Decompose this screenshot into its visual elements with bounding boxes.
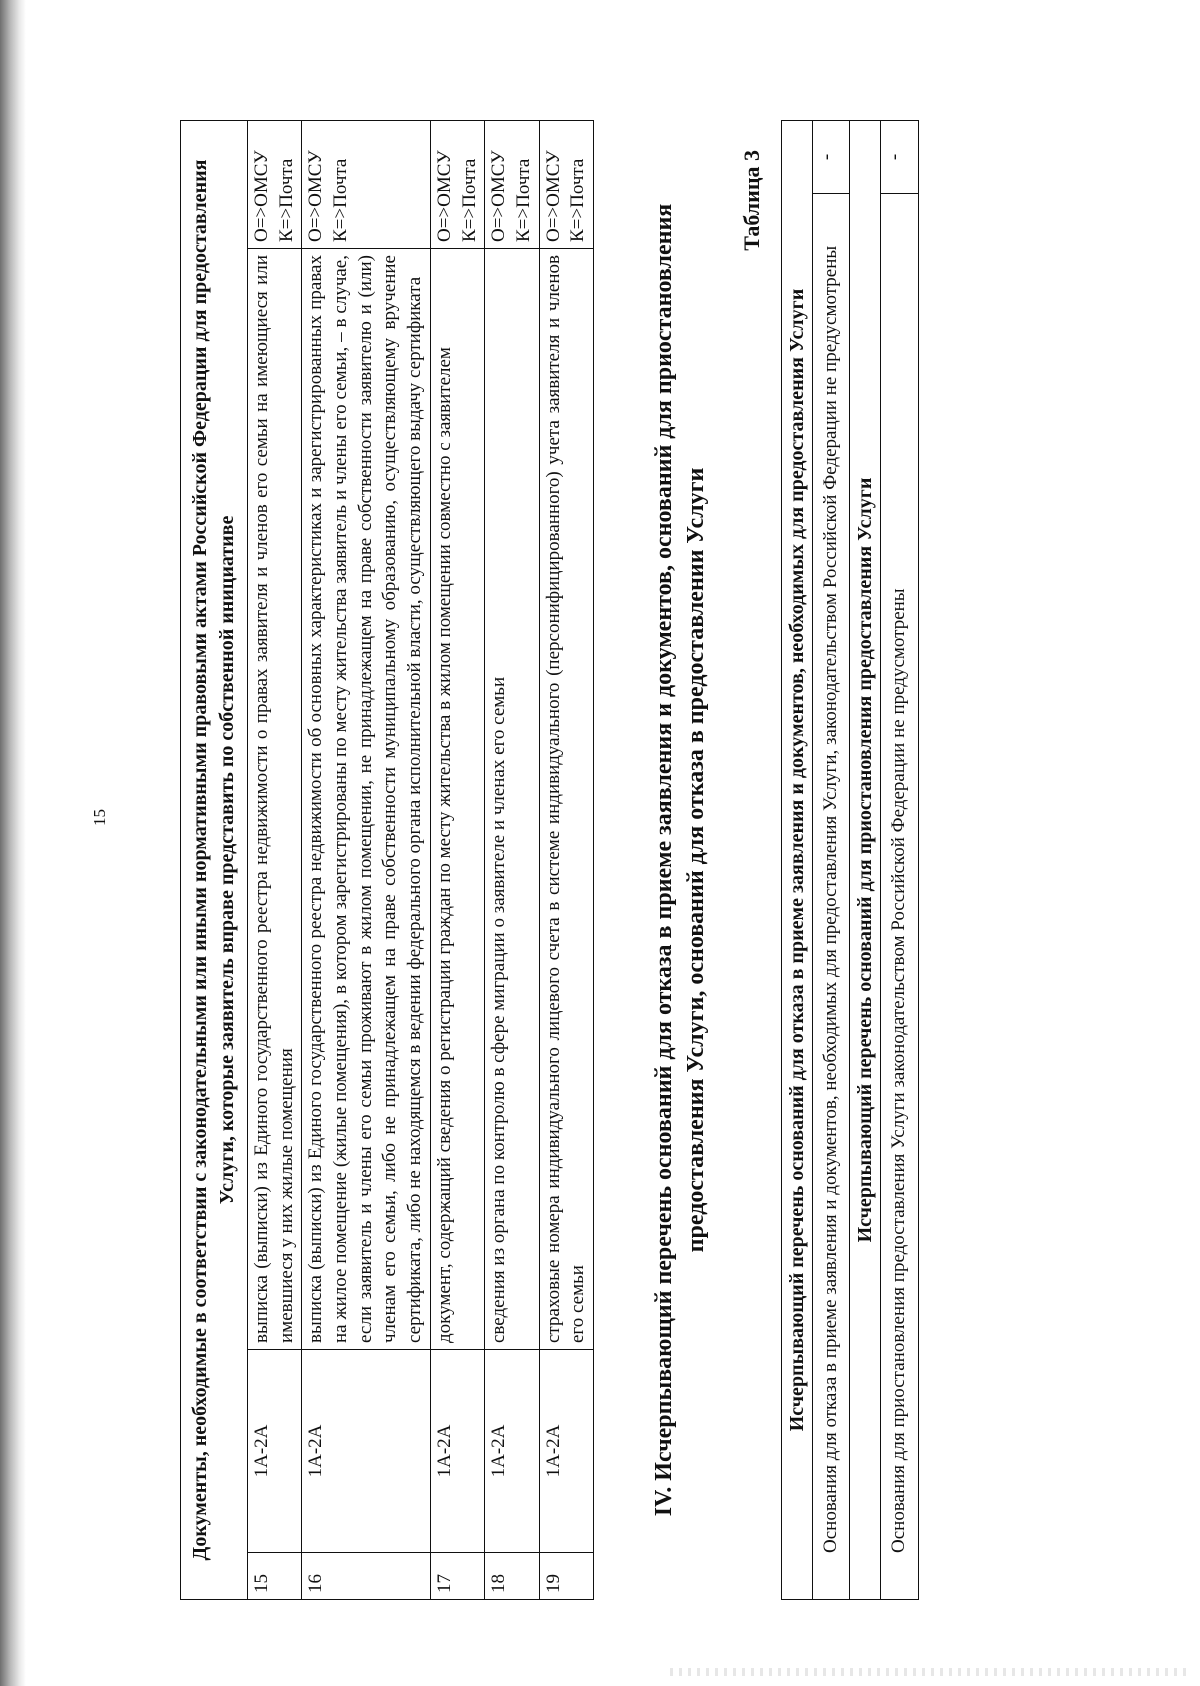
grounds-row-1: [812, 121, 850, 1600]
row-number: 18: [485, 1553, 539, 1600]
submission-way-line: К=>Почта: [567, 158, 589, 242]
row-document-text: выписка (выписки) из Единого государственного реестра недвижимости о правах заявителя и членов его семьи на имеющиеся или имевшиеся у них жилые помещения: [248, 249, 302, 1350]
table-row: [485, 121, 539, 1600]
grounds-refusal-value: -: [812, 121, 850, 194]
submission-way-line: О=>ОМСУ: [542, 150, 564, 242]
grounds-refusal-text: Основания для отказа в приеме заявления и документов, необходимых для предоставления Услуги, законодательством Российской Федерации не предусмотрены: [812, 194, 850, 1600]
row-submission-way: [539, 121, 593, 249]
submission-way-line: О=>ОМСУ: [488, 150, 510, 242]
table-row: [430, 121, 484, 1600]
row-document-text: выписка (выписки) из Единого государственного реестра недвижимости об основных характеристиках и зарегистрированных правах на жилое помещение (жилые помещения), в котором зарегистрированы по месту жительства заявитель и члены его семьи, – в случае, если заявитель и члены его семьи проживают в жилом помещении, не принадлежащем на праве собственности заявителю и (или) членам его семьи, либо не принадлежащем на праве собственности муниципальному образованию, осуществляющему вручение сертификата, либо не находящемся в ведении федерального органа исполнительной власти, осуществляющего выдачу сертификата: [302, 249, 430, 1350]
documents-table: [180, 120, 594, 1600]
row-applicant-code: 1А-2А: [485, 1350, 539, 1553]
submission-way-line: О=>ОМСУ: [433, 150, 455, 242]
section-title: IV. Исчерпывающий перечень оснований для отказа в приеме заявления и документов, оснований для приостановления предоставления Услуги, оснований для отказа в предоставлении Услуги: [650, 203, 710, 1517]
submission-way-line: К=>Почта: [275, 158, 297, 242]
row-number: 16: [302, 1553, 430, 1600]
row-submission-way: [302, 121, 430, 249]
page-number: 15: [90, 809, 109, 826]
row-document-text: страховые номера индивидуального лицевого счета в системе индивидуального (персонифицированного) учета заявителя и членов его семьи: [539, 249, 593, 1350]
grounds-suspension-value: -: [881, 121, 919, 194]
row-document-text: сведения из органа по контролю в сфере миграции о заявителе и членах его семьи: [485, 249, 539, 1350]
grounds-header-row-2: [850, 121, 881, 1600]
grounds-header-suspension: Исчерпывающий перечень оснований для приостановления предоставления Услуги: [850, 121, 881, 1600]
grounds-header-row-1: [781, 121, 812, 1600]
grounds-header-refusal: Исчерпывающий перечень оснований для отказа в приеме заявления и документов, необходимых для предоставления Услуги: [781, 121, 812, 1600]
row-number: 19: [539, 1553, 593, 1600]
documents-table-header: Документы, необходимые в соответствии с законодательными или иными нормативными правовыми актами Российской Федерации для предоставления Услуги, которые заявитель вправе представить по собственной инициативе: [181, 121, 248, 1600]
submission-way-line: К=>Почта: [512, 158, 534, 242]
row-number: 17: [430, 1553, 484, 1600]
row-submission-way: [248, 121, 302, 249]
submission-way-line: О=>ОМСУ: [305, 150, 327, 242]
grounds-table: [781, 120, 919, 1600]
table-row: [248, 121, 302, 1600]
row-applicant-code: 1А-2А: [539, 1350, 593, 1553]
row-submission-way: [485, 121, 539, 249]
row-submission-way: [430, 121, 484, 249]
table-row: [539, 121, 593, 1600]
documents-table-body: [248, 121, 594, 1600]
submission-way-line: О=>ОМСУ: [251, 150, 272, 242]
submission-way-line: К=>Почта: [458, 158, 480, 242]
scan-noise: [670, 1668, 1190, 1676]
table-row: [302, 121, 430, 1600]
row-applicant-code: 1А-2А: [430, 1350, 484, 1553]
scan-edge-shadow: [0, 0, 26, 1686]
row-applicant-code: 1А-2А: [248, 1350, 302, 1553]
grounds-row-2: [881, 121, 919, 1600]
rotated-page-content: [180, 120, 1080, 1600]
submission-way-line: К=>Почта: [330, 158, 352, 242]
table-label: Таблица 3: [738, 150, 764, 251]
row-document-text: документ, содержащий сведения о регистрации граждан по месту жительства в жилом помещении совместно с заявителем: [430, 249, 484, 1350]
row-applicant-code: 1А-2А: [302, 1350, 430, 1553]
grounds-suspension-text: Основания для приостановления предоставления Услуги законодательством Российской Федерации не предусмотрены: [881, 194, 919, 1600]
row-number: 15: [248, 1553, 302, 1600]
documents-table-header-row: [181, 121, 248, 1600]
